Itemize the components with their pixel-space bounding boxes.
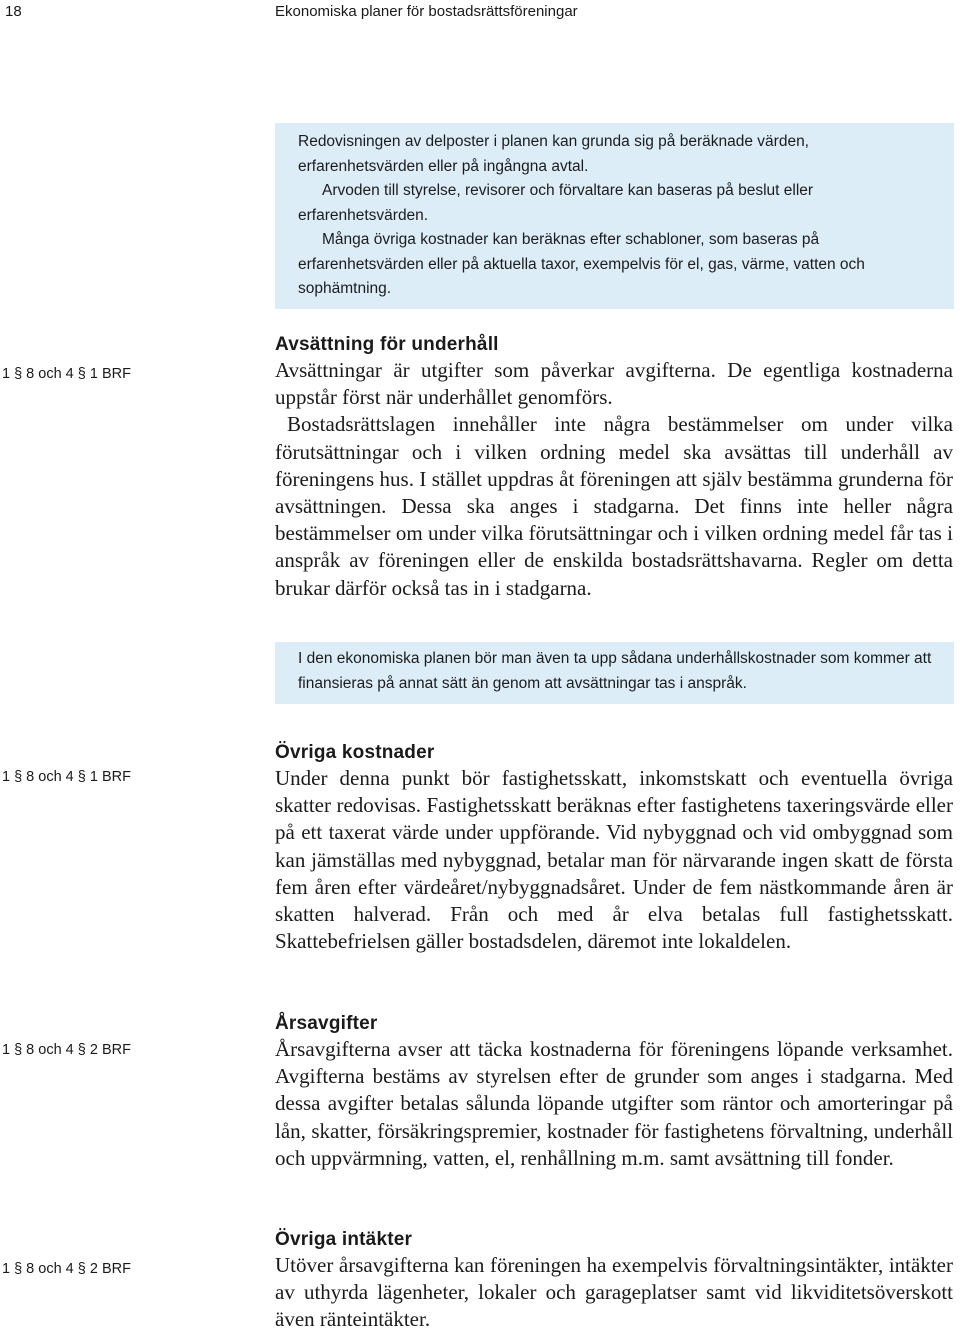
info-paragraph: I den ekonomiska planen bör man även ta upp sådana underhållskostnader som kommer att finansieras på annat sätt än genom att avsättningar tas i anspråk. [298, 650, 932, 692]
body-paragraph: Årsavgifterna avser att täcka kostnaderna för föreningens löpande verksamhet. Avgifterna bestäms av styrelsen efter de grunder som anges i stadgarna. Med dessa avgifter betalas sålunda löpande utgifter som räntor och amorteringar på lån, skatter, försäkringspremier, kostnader för fastighetens förvaltning, underhåll och uppvärmning, vatten, el, renhållning m.m. samt avsättning till fonder. [275, 1037, 953, 1170]
section-ovriga-intakter [275, 1228, 953, 1334]
section-heading: Avsättning för underhåll [275, 334, 499, 355]
section-heading: Övriga kostnader [275, 742, 435, 763]
body-paragraph: Bostadsrättslagen innehåller inte några bestämmelser om under vilka förutsättningar och i vilken ordning medel ska avsättas till underhåll av föreningens hus. I stället uppdras åt föreningen att själv bestämma grunderna för avsättningen. Dessa ska anges i stadgarna. Det finns inte heller några bestämmelser om under vilka förutsättningar och i vilken ordning medel får tas i anspråk av föreningen eller de enskilda bostadsrättshavarna. Regler om detta brukar därför också tas in i stadgarna. [275, 412, 953, 600]
body-paragraph: Utöver årsavgifterna kan föreningen ha exempelvis förvaltningsintäkter, intäkter av uthyrda lägenheter, lokaler och garageplatser samt vid likviditetsöverskott även ränteintäkter. [275, 1253, 953, 1332]
info-box-underhall [275, 642, 954, 704]
section-avsattning [275, 333, 953, 602]
info-paragraph: Redovisningen av delposter i planen kan grunda sig på beräknade värden, erfarenhetsvärden eller på ingångna avtal. [298, 133, 809, 175]
body-paragraph: Under denna punkt bör fastighetsskatt, inkomstskatt och eventuella övriga skatter redovisas. Fastighetsskatt beräknas efter fastighetens taxeringsvärde eller på ett taxerat värde under uppförande. Vid nybyggnad och vid ombyggnad som kan jämställas med nybyggnad, betalar man för närvarande ingen skatt de första fem åren efter värdeåret/nybyggnadsåret. Under de fem nästkommande åren är skatten halverad. Från och med år elva betalas full fastighetsskatt. Skattebefrielsen gäller bostadsdelen, däremot inte lokaldelen. [275, 766, 953, 954]
margin-reference: 1 § 8 och 4 § 1 BRF [2, 769, 131, 785]
section-heading: Övriga intäkter [275, 1229, 413, 1250]
page-number: 18 [5, 3, 22, 20]
running-title: Ekonomiska planer för bostadsrättsföreningar [275, 3, 578, 20]
info-paragraph: Många övriga kostnader kan beräknas efter schabloner, som baseras på erfarenhetsvärden eller på aktuella taxor, exempelvis för el, gas, värme, vatten och sophämtning. [298, 231, 865, 297]
margin-reference: 1 § 8 och 4 § 2 BRF [2, 1261, 131, 1277]
margin-reference: 1 § 8 och 4 § 1 BRF [2, 366, 131, 382]
page-header [0, 0, 960, 24]
margin-reference: 1 § 8 och 4 § 2 BRF [2, 1042, 131, 1058]
body-paragraph: Avsättningar är utgifter som påverkar avgifterna. De egentliga kostnaderna uppstår först när underhållet genomförs. [275, 358, 953, 410]
info-paragraph: Arvoden till styrelse, revisorer och förvaltare kan baseras på beslut eller erfarenhetsvärden. [298, 182, 814, 224]
section-heading: Årsavgifter [275, 1013, 378, 1034]
info-box [275, 123, 954, 309]
section-arsavgifter [275, 1012, 953, 1172]
section-ovriga-kostnader [275, 741, 953, 955]
